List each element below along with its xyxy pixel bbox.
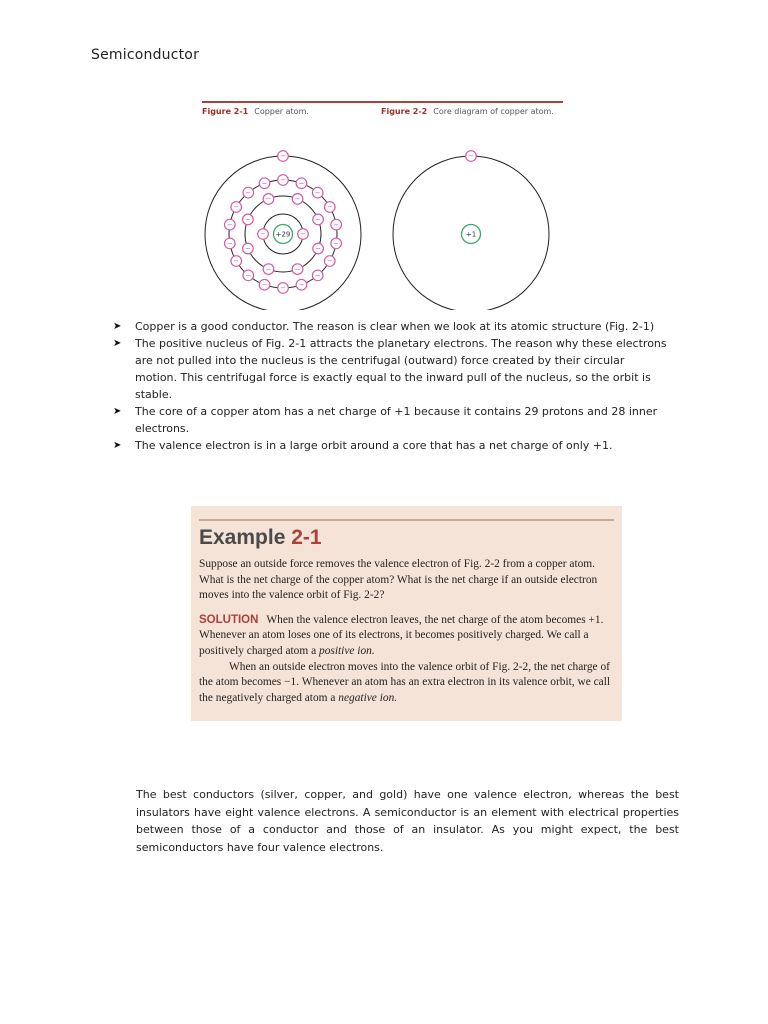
svg-text:−: −	[315, 215, 322, 224]
figure-caption-text: Copper atom.	[254, 107, 309, 116]
electron-icon	[243, 270, 254, 281]
svg-text:−: −	[233, 203, 240, 212]
bullet-text: The valence electron is in a large orbit around a core that has a net charge of only +1.	[135, 439, 613, 452]
electron-icon	[296, 279, 307, 290]
electron-icon	[312, 270, 323, 281]
svg-text:−: −	[280, 152, 286, 161]
svg-text:−: −	[261, 179, 268, 188]
example-heading-word: Example	[199, 526, 286, 549]
solution-paragraph-1	[199, 613, 615, 660]
svg-text:−: −	[294, 265, 301, 274]
example-question: Suppose an outside force removes the valence electron of Fig. 2-2 from a copper atom. What is the net charge of the copper atom? What is the net charge if an outside electron moves into the valence orbit of Fig. 2-2?	[199, 558, 598, 602]
core-diagram	[381, 120, 563, 310]
svg-text:−: −	[326, 257, 333, 266]
electron-icon	[231, 202, 242, 213]
electron-icon	[296, 178, 307, 189]
figure-caption	[202, 103, 384, 116]
bullet-list	[113, 318, 668, 454]
electron-icon	[258, 229, 269, 240]
electron-icon	[292, 194, 303, 205]
svg-text:−: −	[244, 215, 251, 224]
document-title: Semiconductor	[91, 47, 200, 63]
svg-text:−: −	[245, 188, 252, 197]
figure-caption	[381, 103, 563, 116]
svg-text:−: −	[315, 244, 322, 253]
electron-icon	[324, 202, 335, 213]
bullet-item	[113, 403, 668, 437]
svg-text:−: −	[261, 280, 268, 289]
bullet-item	[113, 437, 668, 454]
electron-icon	[331, 219, 342, 230]
example-box	[191, 506, 622, 721]
svg-text:−: −	[260, 230, 266, 239]
bullet-text: Copper is a good conductor. The reason is clear when we look at its atomic structure (Fig. 2-1)	[135, 320, 655, 333]
figure-label: Figure 2-2	[381, 107, 428, 116]
svg-text:−: −	[245, 271, 252, 280]
electron-icon	[243, 243, 254, 254]
svg-text:−: −	[333, 239, 340, 248]
svg-text:−: −	[314, 188, 321, 197]
svg-text:−: −	[333, 220, 340, 229]
svg-text:−: −	[300, 230, 306, 239]
arrow-bullet-icon: ➤	[113, 321, 122, 332]
svg-text:−: −	[233, 257, 240, 266]
bullet-item	[113, 335, 668, 403]
example-rule	[199, 519, 614, 521]
electron-icon	[259, 178, 270, 189]
electron-icon	[278, 283, 289, 294]
solution-paragraph-2	[199, 660, 615, 707]
electron-icon	[243, 187, 254, 198]
figure-core-diagram	[381, 101, 563, 310]
figure-caption-text: Core diagram of copper atom.	[433, 107, 554, 116]
arrow-bullet-icon: ➤	[113, 338, 122, 349]
electron-icon	[313, 214, 324, 225]
nucleus-label: +29	[275, 230, 291, 239]
svg-text:−: −	[314, 271, 321, 280]
bullet-text: The positive nucleus of Fig. 2-1 attracts the planetary electrons. The reason why these electrons are not pulled into the nucleus is the centrifugal (outward) force created by their circular motion. This centrifugal force is exactly equal to the inward pull of the nucleus, so the orbit is stable.	[135, 337, 667, 401]
electron-icon	[331, 238, 342, 249]
arrow-bullet-icon: ➤	[113, 406, 122, 417]
electron-icon	[298, 229, 309, 240]
svg-text:−: −	[226, 220, 233, 229]
electron-icon	[278, 151, 289, 162]
electron-icon	[313, 243, 324, 254]
svg-text:−: −	[265, 265, 272, 274]
electron-icon	[225, 238, 236, 249]
negative-ion-term: negative ion.	[338, 691, 398, 704]
arrow-bullet-icon: ➤	[113, 440, 122, 451]
electron-icon	[243, 214, 254, 225]
svg-text:−: −	[298, 280, 305, 289]
svg-text:−: −	[280, 176, 286, 185]
nucleus-icon	[462, 225, 481, 244]
example-heading-number: 2-1	[291, 526, 322, 549]
nucleus-icon	[274, 225, 293, 244]
figure-copper-atom	[202, 101, 384, 310]
bullet-item	[113, 318, 668, 335]
electron-icon	[278, 175, 289, 186]
electron-icon	[225, 219, 236, 230]
solution-text-2: When an outside electron moves into the valence orbit of Fig. 2-2, the net charge of the atom becomes −1. Whenever an atom has an extra electron in its valence orbit, we call the negatively charged atom a	[199, 660, 611, 704]
svg-text:−: −	[280, 284, 286, 293]
svg-text:−: −	[468, 152, 474, 161]
example-heading	[199, 526, 322, 550]
electron-icon	[263, 264, 274, 275]
closing-paragraph: The best conductors (silver, copper, and gold) have one valence electron, whereas the best insulators have eight valence electrons. A semiconductor is an element with electrical properties between those of a conductor and those of an insulator. As you might expect, the best semiconductors have four valence electrons.	[136, 788, 679, 854]
svg-text:−: −	[294, 195, 301, 204]
electron-icon	[312, 187, 323, 198]
svg-text:−: −	[226, 239, 233, 248]
svg-text:−: −	[244, 244, 251, 253]
svg-text:−: −	[265, 195, 272, 204]
electron-icon	[466, 151, 477, 162]
figure-label: Figure 2-1	[202, 107, 249, 116]
electron-icon	[263, 194, 274, 205]
solution-label: SOLUTION	[199, 613, 259, 626]
bullet-text: The core of a copper atom has a net charge of +1 because it contains 29 protons and 28 inner electrons.	[135, 405, 658, 435]
electron-icon	[292, 264, 303, 275]
positive-ion-term: positive ion.	[319, 644, 375, 657]
nucleus-label: +1	[465, 230, 477, 239]
svg-text:−: −	[326, 203, 333, 212]
svg-text:−: −	[298, 179, 305, 188]
copper-atom-diagram	[202, 120, 384, 310]
solution-text-1: When the valence electron leaves, the net charge of the atom becomes +1. Whenever an atom loses one of its electrons, it becomes positively charged. We call a positively charged atom a	[199, 613, 604, 657]
example-body	[199, 557, 615, 706]
electron-icon	[324, 256, 335, 267]
electron-icon	[259, 279, 270, 290]
electron-icon	[231, 256, 242, 267]
